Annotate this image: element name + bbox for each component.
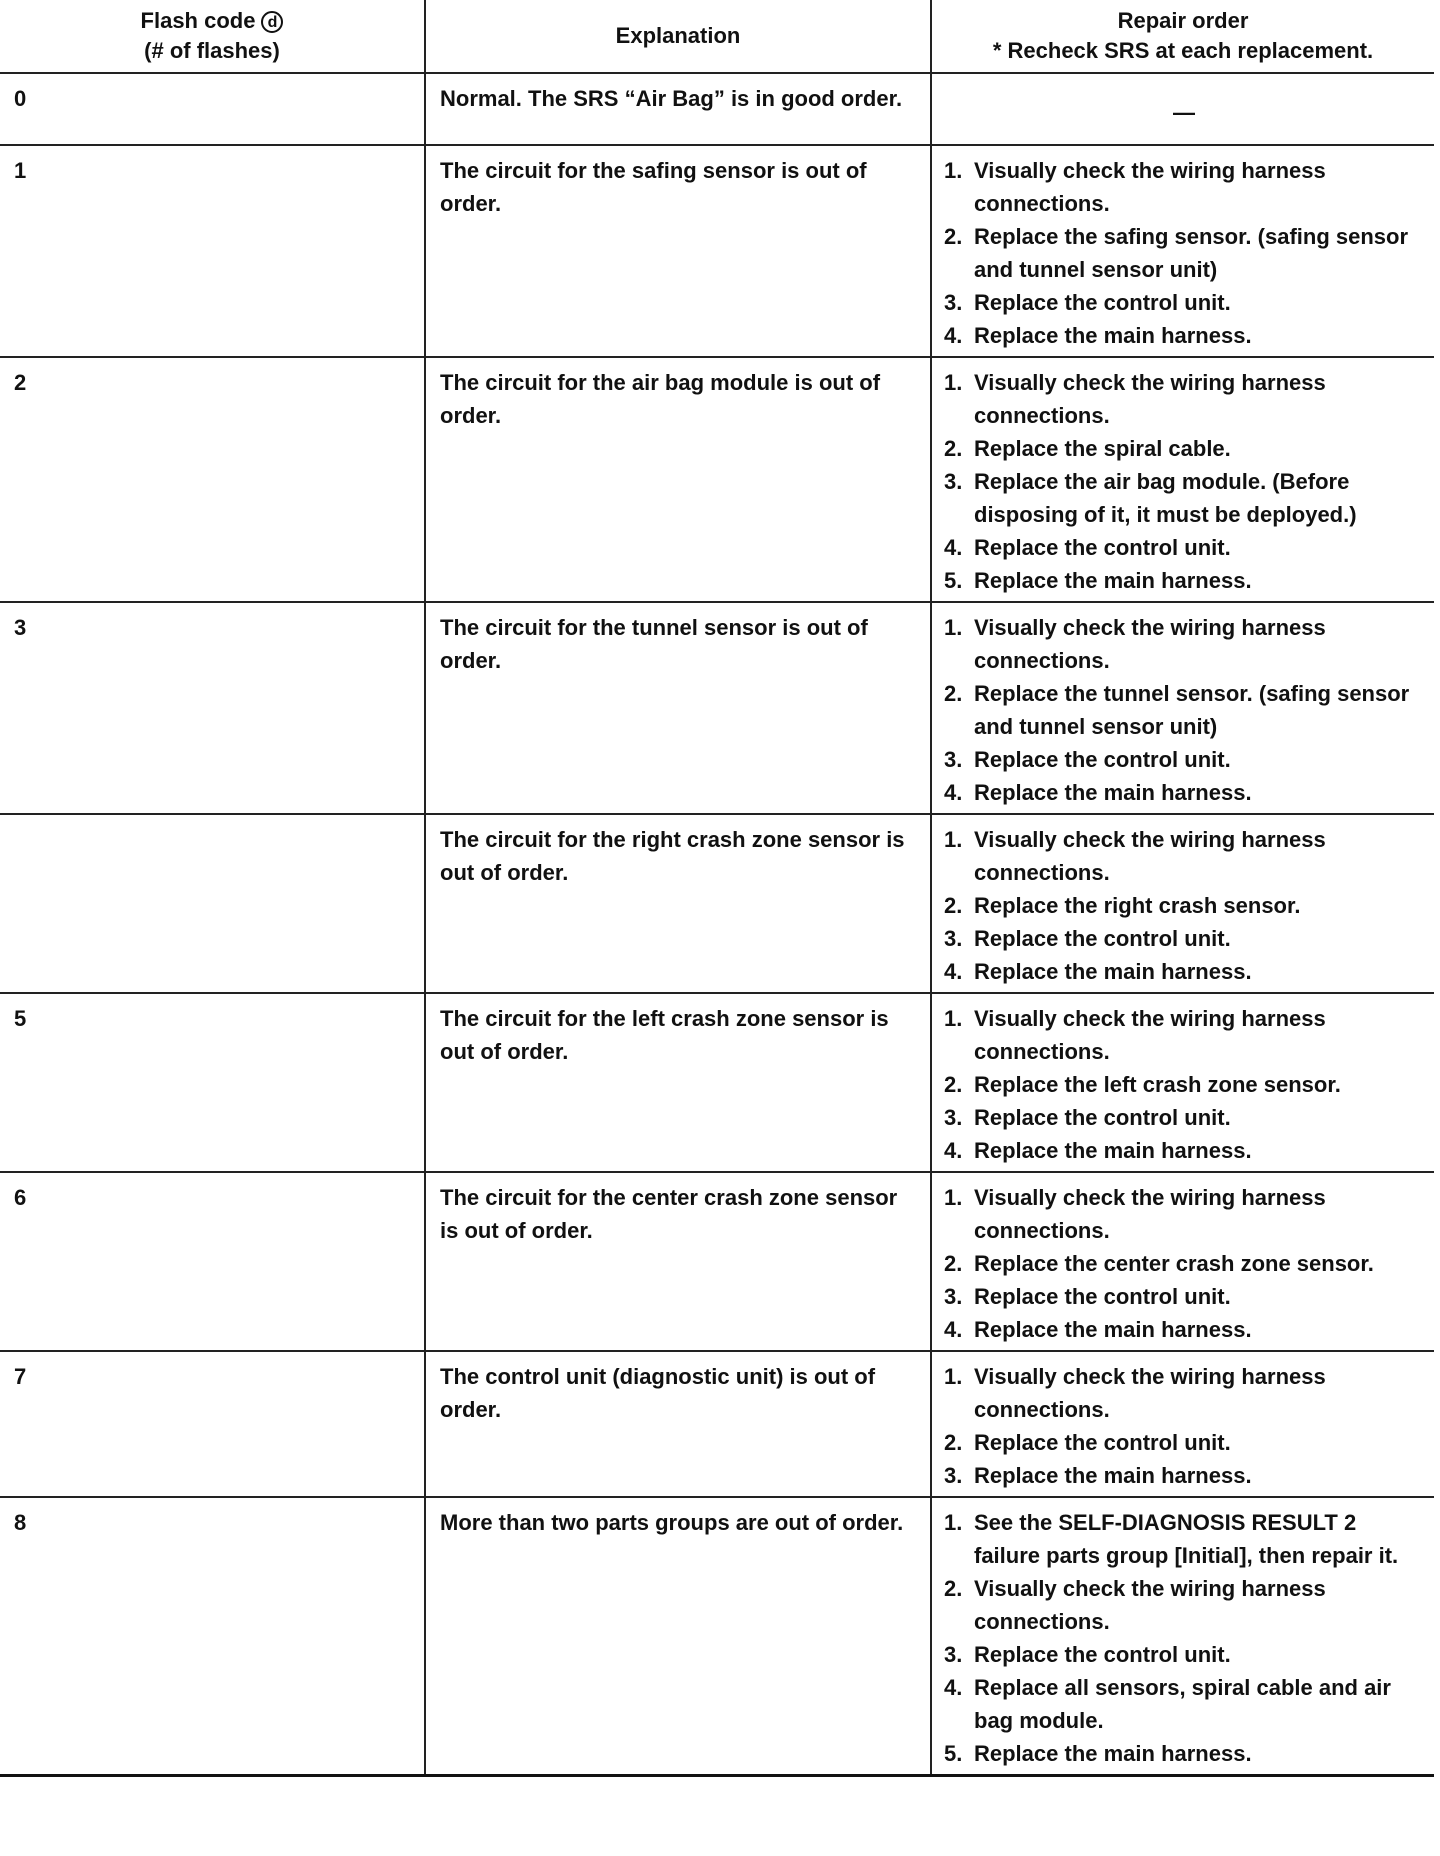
no-action-dash: —: [1173, 100, 1195, 125]
flash-code-cell: 0: [0, 73, 425, 145]
flash-code-cell: 8: [0, 1497, 425, 1776]
repair-step-number: 1.: [944, 827, 963, 852]
repair-steps-list: [944, 611, 1424, 809]
repair-step-number: 1.: [944, 158, 963, 183]
header-explanation: Explanation: [425, 0, 931, 73]
repair-step: [944, 823, 1424, 889]
repair-step: [944, 1280, 1424, 1313]
flash-code-cell: 5: [0, 993, 425, 1172]
repair-step-text: Replace the safing sensor. (safing sensor and tunnel sensor unit): [974, 224, 1409, 282]
repair-order-cell: [931, 993, 1434, 1172]
repair-step: [944, 776, 1424, 809]
repair-step-text: Replace the main harness.: [974, 959, 1252, 984]
repair-step-text: Replace the control unit.: [974, 1284, 1231, 1309]
table-row: [0, 993, 1434, 1172]
repair-step-number: 2.: [944, 1251, 963, 1276]
repair-steps-list: [944, 1181, 1424, 1346]
repair-step-number: 5.: [944, 568, 963, 593]
repair-step-number: 3.: [944, 747, 963, 772]
repair-step: [944, 1101, 1424, 1134]
repair-step-text: Replace the control unit.: [974, 290, 1231, 315]
repair-step: [944, 1572, 1424, 1638]
table-row: [0, 1172, 1434, 1351]
repair-step-text: Replace the control unit.: [974, 535, 1231, 560]
repair-step: [944, 220, 1424, 286]
table-row: [0, 73, 1434, 145]
repair-step: [944, 955, 1424, 988]
repair-step-text: Replace the main harness.: [974, 568, 1252, 593]
explanation-cell: The circuit for the left crash zone sensor is out of order.: [425, 993, 931, 1172]
repair-step: [944, 564, 1424, 597]
header-flash-code-sub: (# of flashes): [144, 38, 280, 63]
repair-step: [944, 531, 1424, 564]
repair-steps-list: [944, 1506, 1424, 1770]
repair-step: [944, 677, 1424, 743]
repair-step-text: Visually check the wiring harness connections.: [974, 1185, 1326, 1243]
repair-step-text: Visually check the wiring harness connections.: [974, 615, 1326, 673]
explanation-cell: The circuit for the safing sensor is out of order.: [425, 145, 931, 357]
repair-step-text: Replace the control unit.: [974, 1642, 1231, 1667]
repair-step-number: 3.: [944, 1642, 963, 1667]
repair-step: [944, 1638, 1424, 1671]
repair-step-number: 2.: [944, 224, 963, 249]
repair-step: [944, 465, 1424, 531]
header-repair-order-label: Repair order: [1117, 8, 1249, 33]
repair-step-number: 1.: [944, 370, 963, 395]
repair-step-text: Replace the control unit.: [974, 747, 1231, 772]
repair-step-text: Replace the main harness.: [974, 1741, 1252, 1766]
flash-code-cell: 2: [0, 357, 425, 602]
repair-step-text: Replace the center crash zone sensor.: [974, 1251, 1374, 1276]
explanation-cell: More than two parts groups are out of order.: [425, 1497, 931, 1776]
repair-order-cell: [931, 73, 1434, 145]
repair-step-number: 3.: [944, 1105, 963, 1130]
repair-step-text: Replace the control unit.: [974, 1105, 1231, 1130]
repair-step-text: Replace the air bag module. (Before disposing of it, it must be deployed.): [974, 469, 1357, 527]
repair-step-number: 1.: [944, 1510, 963, 1535]
repair-order-cell: [931, 1172, 1434, 1351]
repair-step-text: Visually check the wiring harness connections.: [974, 370, 1326, 428]
repair-step-text: Replace the spiral cable.: [974, 436, 1231, 461]
flash-code-cell: 1: [0, 145, 425, 357]
repair-step-text: Replace the main harness.: [974, 1463, 1252, 1488]
header-flash-code-label: Flash code: [140, 8, 256, 33]
repair-steps-list: [944, 823, 1424, 988]
repair-step: [944, 1134, 1424, 1167]
repair-step-text: Replace the left crash zone sensor.: [974, 1072, 1341, 1097]
explanation-cell: The circuit for the tunnel sensor is out of order.: [425, 602, 931, 814]
explanation-cell: The control unit (diagnostic unit) is out of order.: [425, 1351, 931, 1497]
repair-step-number: 2.: [944, 681, 963, 706]
repair-step: [944, 366, 1424, 432]
header-row: [0, 0, 1434, 73]
repair-step-number: 1.: [944, 1185, 963, 1210]
repair-order-cell: [931, 357, 1434, 602]
repair-step-text: Replace the control unit.: [974, 926, 1231, 951]
repair-step: [944, 1181, 1424, 1247]
repair-order-cell: [931, 602, 1434, 814]
repair-step-number: 3.: [944, 1284, 963, 1309]
repair-step: [944, 1247, 1424, 1280]
flash-code-cell: 6: [0, 1172, 425, 1351]
header-repair-order: [931, 0, 1434, 73]
explanation-cell: The circuit for the right crash zone sensor is out of order.: [425, 814, 931, 993]
repair-step-text: Visually check the wiring harness connections.: [974, 158, 1326, 216]
header-repair-order-note: * Recheck SRS at each replacement.: [992, 38, 1374, 63]
repair-step: [944, 1671, 1424, 1737]
table-header: [0, 0, 1434, 73]
repair-step: [944, 432, 1424, 465]
repair-steps-list: [944, 1360, 1424, 1492]
repair-step-number: 3.: [944, 469, 963, 494]
circled-d-icon: d: [261, 11, 283, 33]
repair-steps-list: [944, 154, 1424, 352]
repair-step: [944, 1459, 1424, 1492]
repair-order-cell: [931, 1351, 1434, 1497]
header-flash-code: [0, 0, 425, 73]
repair-step: [944, 1737, 1424, 1770]
repair-order-cell: [931, 1497, 1434, 1776]
repair-step: [944, 743, 1424, 776]
table-row: [0, 814, 1434, 993]
repair-step-text: Visually check the wiring harness connections.: [974, 827, 1326, 885]
repair-step-number: 2.: [944, 893, 963, 918]
repair-step-number: 2.: [944, 1072, 963, 1097]
repair-step-number: 4.: [944, 535, 963, 560]
repair-order-cell: [931, 145, 1434, 357]
repair-step: [944, 1360, 1424, 1426]
flash-code-cell: 7: [0, 1351, 425, 1497]
explanation-cell: The circuit for the air bag module is out of order.: [425, 357, 931, 602]
repair-step-number: 4.: [944, 323, 963, 348]
explanation-cell: The circuit for the center crash zone sensor is out of order.: [425, 1172, 931, 1351]
table-row: [0, 1497, 1434, 1776]
repair-step: [944, 154, 1424, 220]
repair-step-number: 4.: [944, 1675, 963, 1700]
table-row: [0, 145, 1434, 357]
repair-steps-list: [944, 1002, 1424, 1167]
repair-step-text: Visually check the wiring harness connections.: [974, 1364, 1326, 1422]
repair-step-number: 2.: [944, 436, 963, 461]
repair-step-text: Visually check the wiring harness connections.: [974, 1576, 1326, 1634]
repair-step: [944, 1313, 1424, 1346]
repair-step: [944, 1068, 1424, 1101]
repair-step-number: 3.: [944, 1463, 963, 1488]
repair-step-text: Replace the main harness.: [974, 1138, 1252, 1163]
explanation-cell: Normal. The SRS “Air Bag” is in good order.: [425, 73, 931, 145]
repair-step-number: 4.: [944, 780, 963, 805]
repair-step-text: Replace the right crash sensor.: [974, 893, 1301, 918]
repair-step-number: 3.: [944, 290, 963, 315]
repair-step-text: Replace the tunnel sensor. (safing sensor and tunnel sensor unit): [974, 681, 1410, 739]
repair-step-number: 4.: [944, 959, 963, 984]
table-row: [0, 357, 1434, 602]
repair-step-text: Replace the main harness.: [974, 323, 1252, 348]
repair-step-text: Visually check the wiring harness connections.: [974, 1006, 1326, 1064]
repair-step-number: 2.: [944, 1576, 963, 1601]
repair-step: [944, 1002, 1424, 1068]
repair-step-text: See the SELF-DIAGNOSIS RESULT 2 failure parts group [Initial], then repair it.: [974, 1510, 1399, 1568]
repair-step-number: 2.: [944, 1430, 963, 1455]
table-row: [0, 602, 1434, 814]
repair-step: [944, 1506, 1424, 1572]
table-body: [0, 73, 1434, 1776]
repair-step: [944, 922, 1424, 955]
repair-step-text: Replace the main harness.: [974, 780, 1252, 805]
repair-step-number: 1.: [944, 1006, 963, 1031]
repair-step-number: 1.: [944, 1364, 963, 1389]
repair-steps-list: [944, 366, 1424, 597]
repair-step: [944, 1426, 1424, 1459]
repair-step-number: 4.: [944, 1317, 963, 1342]
repair-step-number: 3.: [944, 926, 963, 951]
repair-step-text: Replace the control unit.: [974, 1430, 1231, 1455]
repair-step-number: 1.: [944, 615, 963, 640]
flash-code-cell: [0, 814, 425, 993]
repair-step: [944, 611, 1424, 677]
repair-step-number: 5.: [944, 1741, 963, 1766]
table-row: [0, 1351, 1434, 1497]
repair-step-text: Replace all sensors, spiral cable and air bag module.: [974, 1675, 1391, 1733]
repair-step: [944, 286, 1424, 319]
repair-step: [944, 889, 1424, 922]
repair-step-number: 4.: [944, 1138, 963, 1163]
repair-step: [944, 319, 1424, 352]
repair-order-cell: [931, 814, 1434, 993]
repair-step-text: Replace the main harness.: [974, 1317, 1252, 1342]
flash-code-cell: 3: [0, 602, 425, 814]
